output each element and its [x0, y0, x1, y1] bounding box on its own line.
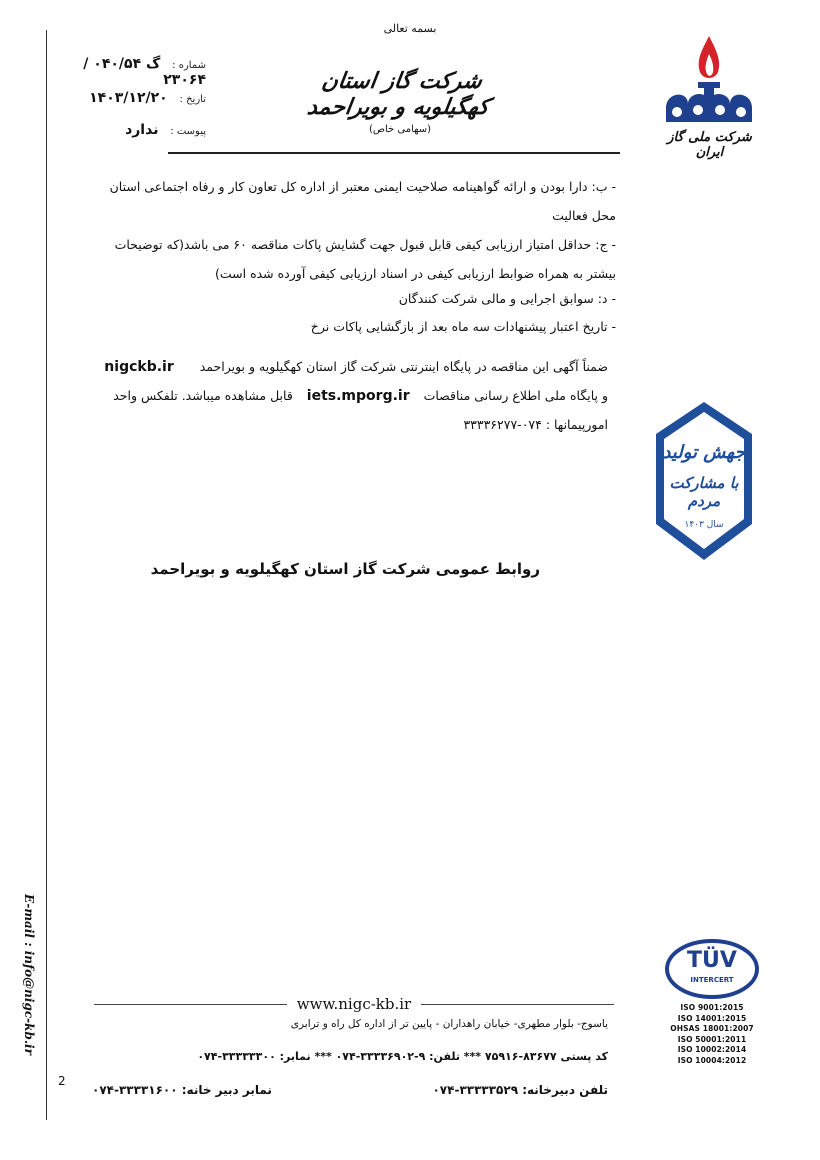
notice-text2a: و پایگاه ملی اطلاع رسانی مناقصات [423, 388, 608, 403]
notice-text2b: قابل مشاهده میباشد. تلفکس واحد [113, 388, 293, 403]
item-c-line1: - ج: حداقل امتیاز ارزیابی کیفی قابل قبول جهت گشایش پاکات مناقصه ۶۰ می باشد(که توضیحات [114, 237, 616, 252]
footer-postal-phone-fax: کد پستی ۸۳۶۷۷-۷۵۹۱۶ *** تلفن: ۹-۳۳۳۳۶۹۰۲-۰۷۴ *** نمابر: ۳۳۳۳۳۳۰۰-۰۷۴ [197, 1050, 608, 1063]
date-value: ۱۴۰۳/۱۲/۲۰ [89, 90, 168, 106]
notice-line3: امورپیمانها : ۰۷۴-۳۳۳۳۶۲۷۷ [463, 417, 608, 432]
item-validity: - تاریخ اعتبار پیشنهادات سه ماه بعد از بازگشایی پاکات نرخ [310, 319, 616, 334]
item-b-line2: محل فعالیت [552, 208, 616, 223]
nigc-logo-text: شرکت ملی گاز ایران [667, 130, 752, 160]
side-email: E-mail : info@nigc-kb.ir [22, 890, 36, 1059]
iso-item: ISO 10002:2014 [677, 1045, 747, 1054]
footer-address: یاسوج- بلوار مطهری- خیابان راهداران - پایین تر از اداره کل راه و ترابری [290, 1018, 608, 1030]
notice-line1 [60, 352, 608, 382]
footer-website [94, 995, 614, 1013]
letter-number [46, 56, 206, 88]
iso-item: ISO 10004:2012 [677, 1055, 747, 1065]
item-b [60, 172, 616, 230]
secretariat-fax: نمابر دبیر خانه: ۳۳۳۳۱۶۰۰-۰۷۴ [92, 1083, 272, 1097]
site-link-nigckb[interactable]: nigckb.ir [104, 359, 174, 375]
tuv-logo [664, 938, 760, 1000]
tuv-sub-text: INTERCERT [690, 976, 734, 984]
attach-label: پیوست : [170, 126, 206, 137]
website-link[interactable]: www.nigc-kb.ir [287, 995, 421, 1013]
letter-date [46, 90, 206, 106]
letter-attachment [46, 122, 206, 138]
tuv-main-text: TÜV [687, 948, 737, 973]
item-d: - د: سوابق اجرایی و مالی شرکت کنندگان [398, 291, 616, 306]
iso-item: OHSAS 18001:2007 [670, 1024, 754, 1033]
date-label: تاریخ : [179, 94, 206, 105]
iso-item: ISO 9001:2015 [680, 1003, 744, 1012]
site-link-iets[interactable]: iets.mporg.ir [306, 388, 410, 404]
left-margin-line [46, 30, 47, 1120]
page-number: 2 [58, 1074, 66, 1088]
item-c-line2: بیشتر به همراه ضوابط ارزیابی کیفی در اسناد ارزیابی کیفی آورده شده است) [215, 266, 616, 281]
iso-item: ISO 14001:2015 [677, 1013, 747, 1023]
public-relations-heading: روابط عمومی شرکت گاز استان کهگیلویه و بویراحمد [150, 560, 540, 578]
secretariat-phone: تلفن دبیرخانه: ۳۳۳۳۳۵۲۹-۰۷۴ [432, 1083, 608, 1097]
basmala: بسمه تعالی [383, 22, 437, 35]
item-b-line1: - ب: دارا بودن و ارائه گواهینامه صلاحیت ایمنی معتبر از اداره کل تعاون کار و رفاه اجتماعی استان [109, 179, 616, 194]
jahesh-tolid-logo [648, 398, 760, 566]
item-c [60, 230, 616, 288]
header-rule [168, 152, 620, 154]
notice-text1: ضمناً آگهی این مناقصه در پایگاه اینترنتی شرکت گاز استان کهگیلویه و بویراحمد [199, 359, 608, 374]
notice-line2 [60, 381, 608, 411]
company-subtitle: (سهامی خاص) [368, 124, 432, 135]
number-value: گ ۰۴۰/۵۴ /۲۳۰۶۴ [83, 56, 206, 88]
attach-value: ندارد [125, 122, 159, 138]
slogan-line2: با مشارکت مردم [669, 474, 739, 510]
iso-certificates [662, 1003, 762, 1066]
nigc-logo [652, 30, 767, 165]
iso-item: ISO 50001:2011 [677, 1034, 747, 1044]
company-title: شرکت گاز استان کهگیلویه و بویراحمد [305, 68, 491, 120]
slogan-year: سال ۱۴۰۳ [684, 520, 724, 530]
slogan-line1: جهش تولید [662, 442, 746, 463]
number-label: شماره : [172, 60, 206, 71]
